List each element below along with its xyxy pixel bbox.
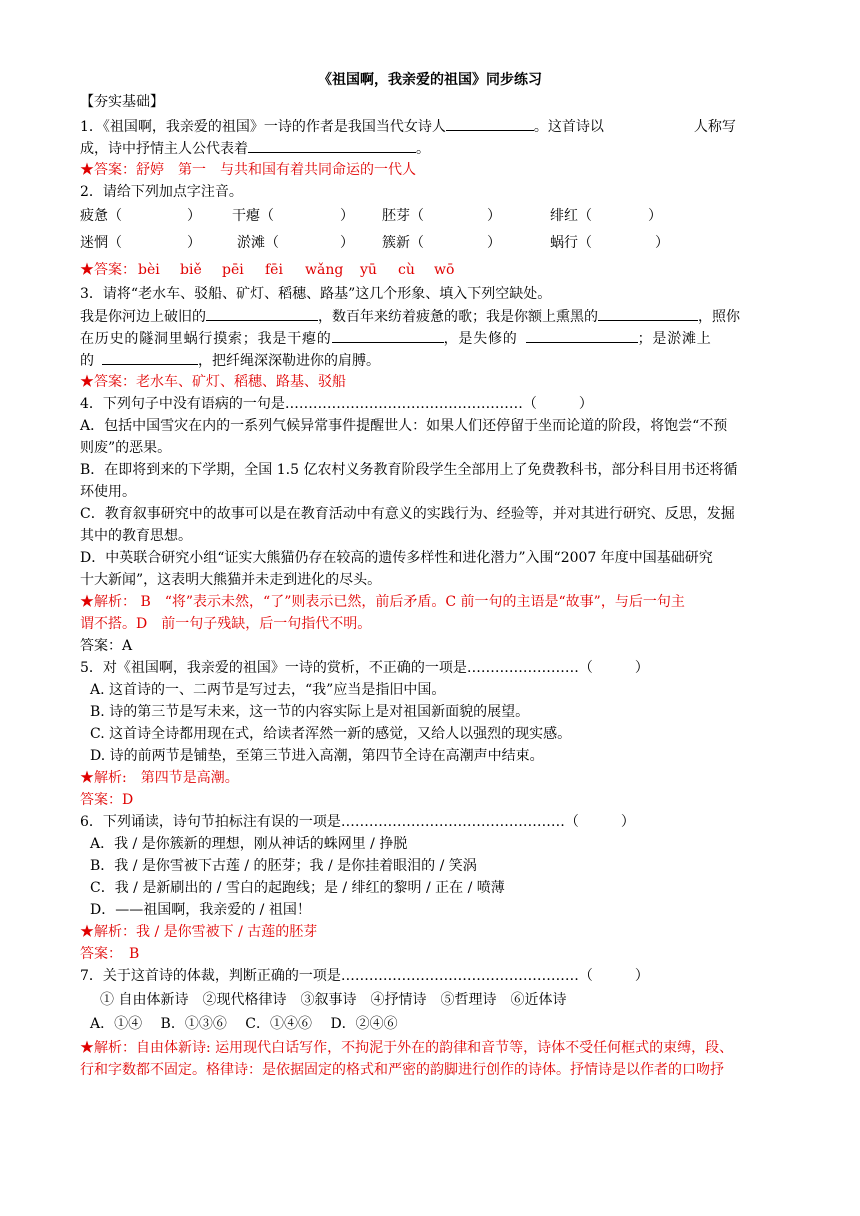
q6-option-c: C．我 / 是新刷出的 / 雪白的起跑线；是 / 绯红的黎明 / 正在 / 喷薄 <box>90 880 505 896</box>
q3-text: 我是你河边上破旧的 <box>80 309 206 325</box>
q1-line-1 <box>80 115 736 138</box>
q4-option-c-cont: 其中的教育思想。 <box>80 528 192 544</box>
q2-paren: ） <box>655 235 669 251</box>
q5-option-b: B. 诗的第三节是写未来，这一节的内容实际上是对祖国新面貌的展望。 <box>90 704 530 720</box>
q5-option-d: D. 诗的前两节是铺垫，至第三节进入高潮，第四节全诗在高潮声中结束。 <box>90 748 544 764</box>
section-heading: 【夯实基础】 <box>80 94 164 110</box>
q7-analysis: ★解析：自由体新诗: 运用现代白话写作，不拘泥于外在的韵律和音节等，诗体不受任何框式的束缚，段、 <box>80 1040 734 1056</box>
q4-option-b-cont: 环使用。 <box>80 484 136 500</box>
q1-text-a: 1．《祖国啊，我亲爱的祖国》一诗的作者是我国当代女诗人 <box>80 119 446 135</box>
q1-blank-represent <box>248 137 416 153</box>
q3-line-3 <box>80 349 380 372</box>
q7-choices: A．①④ B．①③⑥ C．①④⑥ D．②④⑥ <box>90 1016 398 1032</box>
q4-option-b: B．在即将到来的下学期，全国 1.5 亿农村义务教育阶段学生全部用上了免费教科书，部分科目用书还将循 <box>80 462 738 478</box>
q2-paren: ） <box>187 235 201 251</box>
q5-option-c: C. 这首诗全诗都用现在式，给读者浑然一新的感觉，又给人以强烈的现实感。 <box>90 726 572 742</box>
q3-text: ，数百年来纺着疲惫的歌；我是你额上熏黑的 <box>318 309 598 325</box>
q1-text-b: 。这首诗以 <box>533 119 604 135</box>
q2-word: 簇新（ <box>382 235 424 251</box>
q2-answer-item: fēi <box>265 262 283 278</box>
q2-word: 干瘪（ <box>232 208 274 224</box>
q4-analysis-cont: 谓不搭。D 前一句子残缺，后一句指代不明。 <box>80 616 372 632</box>
q3-text: ；是淤滩上 <box>637 331 712 347</box>
q2-answer-item: wǎng <box>305 262 344 278</box>
q2-answer-item: biě <box>180 262 202 278</box>
q3-stem: 3．请将“老水车、驳船、矿灯、稻穗、路基”这几个形象、填入下列空缺处。 <box>80 286 552 302</box>
q3-line-1 <box>80 305 740 328</box>
q6-stem: 6．下列诵读，诗句节拍标注有误的一项是…………………………………………（ ） <box>80 814 635 830</box>
q2-paren: ） <box>648 208 662 224</box>
q1-blank-author <box>446 115 534 131</box>
q4-stem: 4．下列句子中没有语病的一句是……………………………………………（ ） <box>80 396 593 412</box>
q6-answer: 答案： B <box>80 946 140 962</box>
q2-word: 淤滩（ <box>237 235 279 251</box>
q6-option-d: D．——祖国啊，我亲爱的 / 祖国！ <box>90 902 311 918</box>
q4-answer: 答案：A <box>80 638 133 654</box>
q3-text: 在历史的隧洞里蜗行摸索；我是干瘪的 <box>80 331 332 347</box>
q3-blank-5 <box>102 349 198 365</box>
q4-analysis: ★解析： B “将”表示未然，“了”则表示已然，前后矛盾。C 前一句的主语是“故事”，与后一句主 <box>80 594 685 610</box>
q2-paren: ） <box>340 208 354 224</box>
q2-word: 疲惫（ <box>80 208 122 224</box>
q5-answer: 答案：D <box>80 792 134 808</box>
q1-text-e: 。 <box>416 141 430 157</box>
q6-analysis: ★解析：我 / 是你雪被下 / 古莲的胚芽 <box>80 924 318 940</box>
q2-answer-item: pēi <box>222 262 244 278</box>
q4-option-a: A．包括中国雪灾在内的一系列气候异常事件提醒世人：如果人们还停留于坐而论道的阶段，将饱尝“不预 <box>80 418 728 434</box>
q2-paren: ） <box>187 208 201 224</box>
q3-text: 的 <box>80 353 94 369</box>
q2-paren: ） <box>487 235 501 251</box>
q4-option-d: D．中英联合研究小组“证实大熊猫仍存在较高的遗传多样性和进化潜力”入围“2007 年度中国基础研究 <box>80 550 713 566</box>
q2-word: 绯红（ <box>550 208 592 224</box>
q5-option-a: A. 这首诗的一、二两节是写过去，“我”应当是指旧中国。 <box>90 682 446 698</box>
q1-text-c: 人称写 <box>693 119 736 135</box>
q7-analysis-cont: 行和字数都不固定。格律诗：是依据固定的格式和严密的韵脚进行创作的诗体。抒情诗是以作者的口吻抒 <box>80 1062 724 1078</box>
q3-text: ，照你 <box>698 309 740 325</box>
q2-paren: ） <box>340 235 354 251</box>
q2-word: 胚芽（ <box>382 208 424 224</box>
page-title: 《祖国啊，我亲爱的祖国》同步练习 <box>318 72 542 88</box>
q3-blank-3 <box>332 327 444 343</box>
q3-blank-1 <box>206 305 318 321</box>
q2-answer-item: yū <box>360 262 377 278</box>
q3-line-2 <box>80 327 712 350</box>
q3-text: ，把纤绳深深勒进你的肩膊。 <box>198 353 380 369</box>
q1-text-d: 成，诗中抒情主人公代表着 <box>80 141 248 157</box>
q7-options: ① 自由体新诗 ②现代格律诗 ③叙事诗 ④抒情诗 ⑤哲理诗 ⑥近体诗 <box>100 992 567 1008</box>
q3-text: ，是失修的 <box>443 331 518 347</box>
q2-answer-item: bèi <box>138 262 160 278</box>
q3-answer: ★答案：老水车、矿灯、稻穗、路基、驳船 <box>80 374 346 390</box>
q2-answer-item: cù <box>398 262 415 278</box>
q2-paren: ） <box>487 208 501 224</box>
q3-blank-2 <box>598 305 698 321</box>
q7-stem: 7．关于这首诗的体裁，判断正确的一项是……………………………………………（ ） <box>80 968 649 984</box>
q4-option-d-cont: 十大新闻”，这表明大熊猫并未走到进化的尽头。 <box>80 572 382 588</box>
q6-option-a: A．我 / 是你簇新的理想，刚从神话的蛛网里 / 挣脱 <box>90 836 408 852</box>
q2-stem: 2．请给下列加点字注音。 <box>80 184 243 200</box>
q2-answer-item: wō <box>434 262 455 278</box>
q5-analysis: ★解析: 第四节是高潮。 <box>80 770 239 786</box>
q2-word: 迷惘（ <box>80 235 122 251</box>
q2-answer-label: ★答案： <box>80 262 136 278</box>
q5-stem: 5．对《祖国啊，我亲爱的祖国》一诗的赏析，不正确的一项是……………………（ ） <box>80 660 649 676</box>
q1-answer: ★答案：舒婷 第一 与共和国有着共同命运的一代人 <box>80 162 416 178</box>
q6-option-b: B．我 / 是你雪被下古莲 / 的胚芽；我 / 是你挂着眼泪的 / 笑涡 <box>90 858 477 874</box>
q4-option-c: C．教育叙事研究中的故事可以是在教育活动中有意义的实践行为、经验等，并对其进行研究、反思，发掘 <box>80 506 735 522</box>
q1-line-2 <box>80 137 430 160</box>
q4-option-a-cont: 则废”的恶果。 <box>80 440 172 456</box>
q3-blank-4 <box>526 327 638 343</box>
q2-word: 蜗行（ <box>550 235 592 251</box>
